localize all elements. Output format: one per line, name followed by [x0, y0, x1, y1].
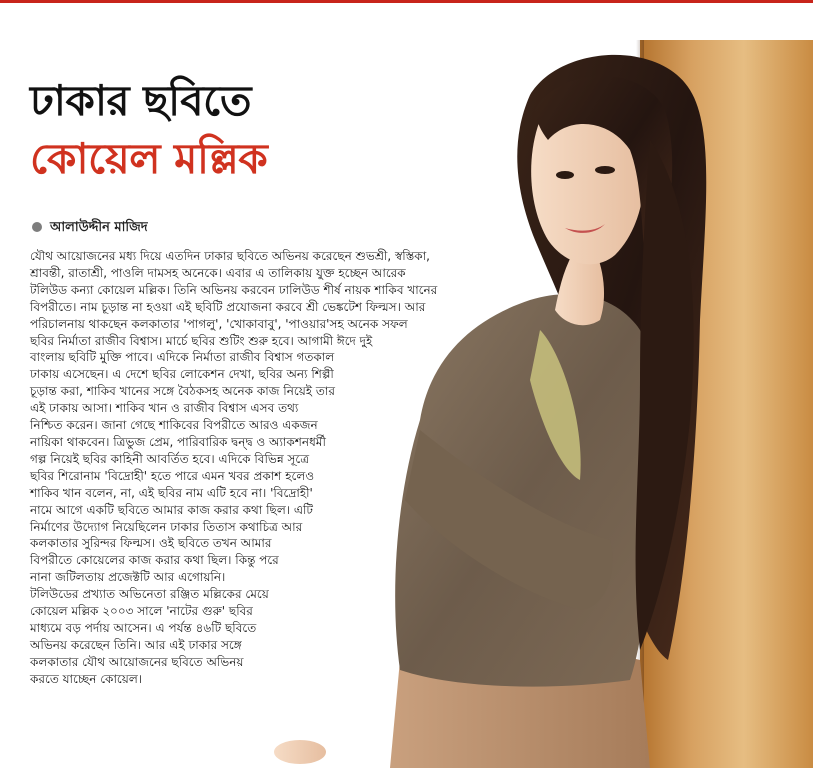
left-eye [556, 171, 574, 179]
article-line: ছবির শিরোনাম 'বিদ্রোহী' হতে পারে এমন খবর প্রকাশ হলেও [30, 468, 315, 483]
article-line: গল্প নিয়েই ছবির কাহিনী আবর্তিত হবে। এদিকে বিভিন্ন সূত্রে [30, 451, 310, 466]
article-line: নির্মাণের উদ্যোগ নিয়েছিলেন ঢাকার তিতাস কথাচিত্র আর [30, 519, 303, 534]
article-line: ছবির নির্মাতা রাজীব বিশ্বাস। মার্চে ছবির শুটিং শুরু হবে। আগামী ঈদে দুই [30, 333, 373, 348]
article-line: কলকাতার যৌথ আয়োজনের ছবিতে অভিনয় [30, 654, 244, 669]
article-line: পরিচালনায় থাকছেন কলকাতার 'পাগলু', 'খোকাবাবু', 'পাওয়ার'সহ অনেক সফল [30, 316, 408, 331]
article-line: নায়িকা থাকবেন। ত্রিভুজ প্রেম, পারিবারিক দ্বন্দ্ব ও অ্যাকশনধর্মী [30, 434, 326, 449]
right-eye [595, 166, 615, 174]
article-line: অভিনয় করেছেন তিনি। আর এই ঢাকার সঙ্গে [30, 637, 242, 652]
article-line: বিপরীতে কোয়েলের কাজ করার কথা ছিল। কিন্তু পরে [30, 553, 279, 568]
article-line: বিপরীতে। নাম চূড়ান্ত না হওয়া এই ছবিটি প্রযোজনা করবে শ্রী ভেঙ্কটেশ ফিল্মস। আর [30, 299, 426, 314]
article-line: করতে যাচ্ছেন কোয়েল। [30, 671, 143, 686]
article-line: মাধ্যমে বড় পর্দায় আসেন। এ পর্যন্ত ৪৬টি ছবিতে [30, 620, 257, 635]
article-body [30, 248, 437, 688]
article-line: টলিউডের প্রখ্যাত অভিনেতা রঞ্জিত মল্লিকের মেয়ে [30, 587, 269, 602]
article-line: যৌথ আয়োজনের মধ্য দিয়ে এতদিন ঢাকার ছবিতে অভিনয় করেছেন শুভশ্রী, স্বস্তিকা, [30, 249, 431, 263]
article-line: শ্রাবন্তী, রাতাশ্রী, পাওলি দামসহ অনেকে। এবার এ তালিকায় যুক্ত হচ্ছেন আরেক [30, 265, 406, 280]
article-line: নানা জটিলতায় প্রজেক্টটি আর এগোয়নি। [30, 570, 226, 585]
article-line: কোয়েল মল্লিক ২০০৩ সালে 'নাটের গুরু' ছবির [30, 604, 253, 619]
article-line: বাংলায় ছবিটি মুক্তি পাবে। এদিকে নির্মাতা রাজীব বিশ্বাস গতকাল [30, 350, 335, 365]
author-name: আলাউদ্দীন মাজিদ [50, 220, 148, 235]
headline-line-2: কোয়েল মল্লিক [30, 134, 268, 183]
top-rule [0, 0, 813, 3]
article-line: ঢাকায় এসেছেন। এ দেশে ছবির লোকেশন দেখা, ছবির অন্য শিল্পী [30, 367, 334, 382]
byline [32, 218, 148, 239]
article-line: টলিউড কন্যা কোয়েল মল্লিক। তিনি অভিনয় করবেন ঢালিউড শীর্ষ নায়ক শাকিব খানের [30, 282, 438, 297]
article-line: চূড়ান্ত করা, শাকিব খানের সঙ্গে বৈঠকসহ অনেক কাজ নিয়েই তার [30, 384, 335, 399]
headline-line-1: ঢাকার ছবিতে [30, 76, 251, 125]
article-line: শাকিব খান বলেন, না, এই ছবির নাম এটি হবে না। 'বিদ্রোহী' [30, 485, 313, 500]
hand [274, 740, 326, 764]
article-line: কলকাতার সুরিন্দর ফিল্মস। ওই ছবিতে তখন আমার [30, 536, 272, 551]
article-line: নিশ্চিত করেন। জানা গেছে শাকিবের বিপরীতে আরও একজন [30, 418, 318, 433]
article-line: নামে আগে একটি ছবিতে আমার কাজ করার কথা ছিল। এটি [30, 502, 313, 517]
bullet-dot [32, 222, 42, 232]
article-line: এই ঢাকায় আসা। শাকিব খান ও রাজীব বিশ্বাস এসব তথ্য [30, 401, 299, 416]
